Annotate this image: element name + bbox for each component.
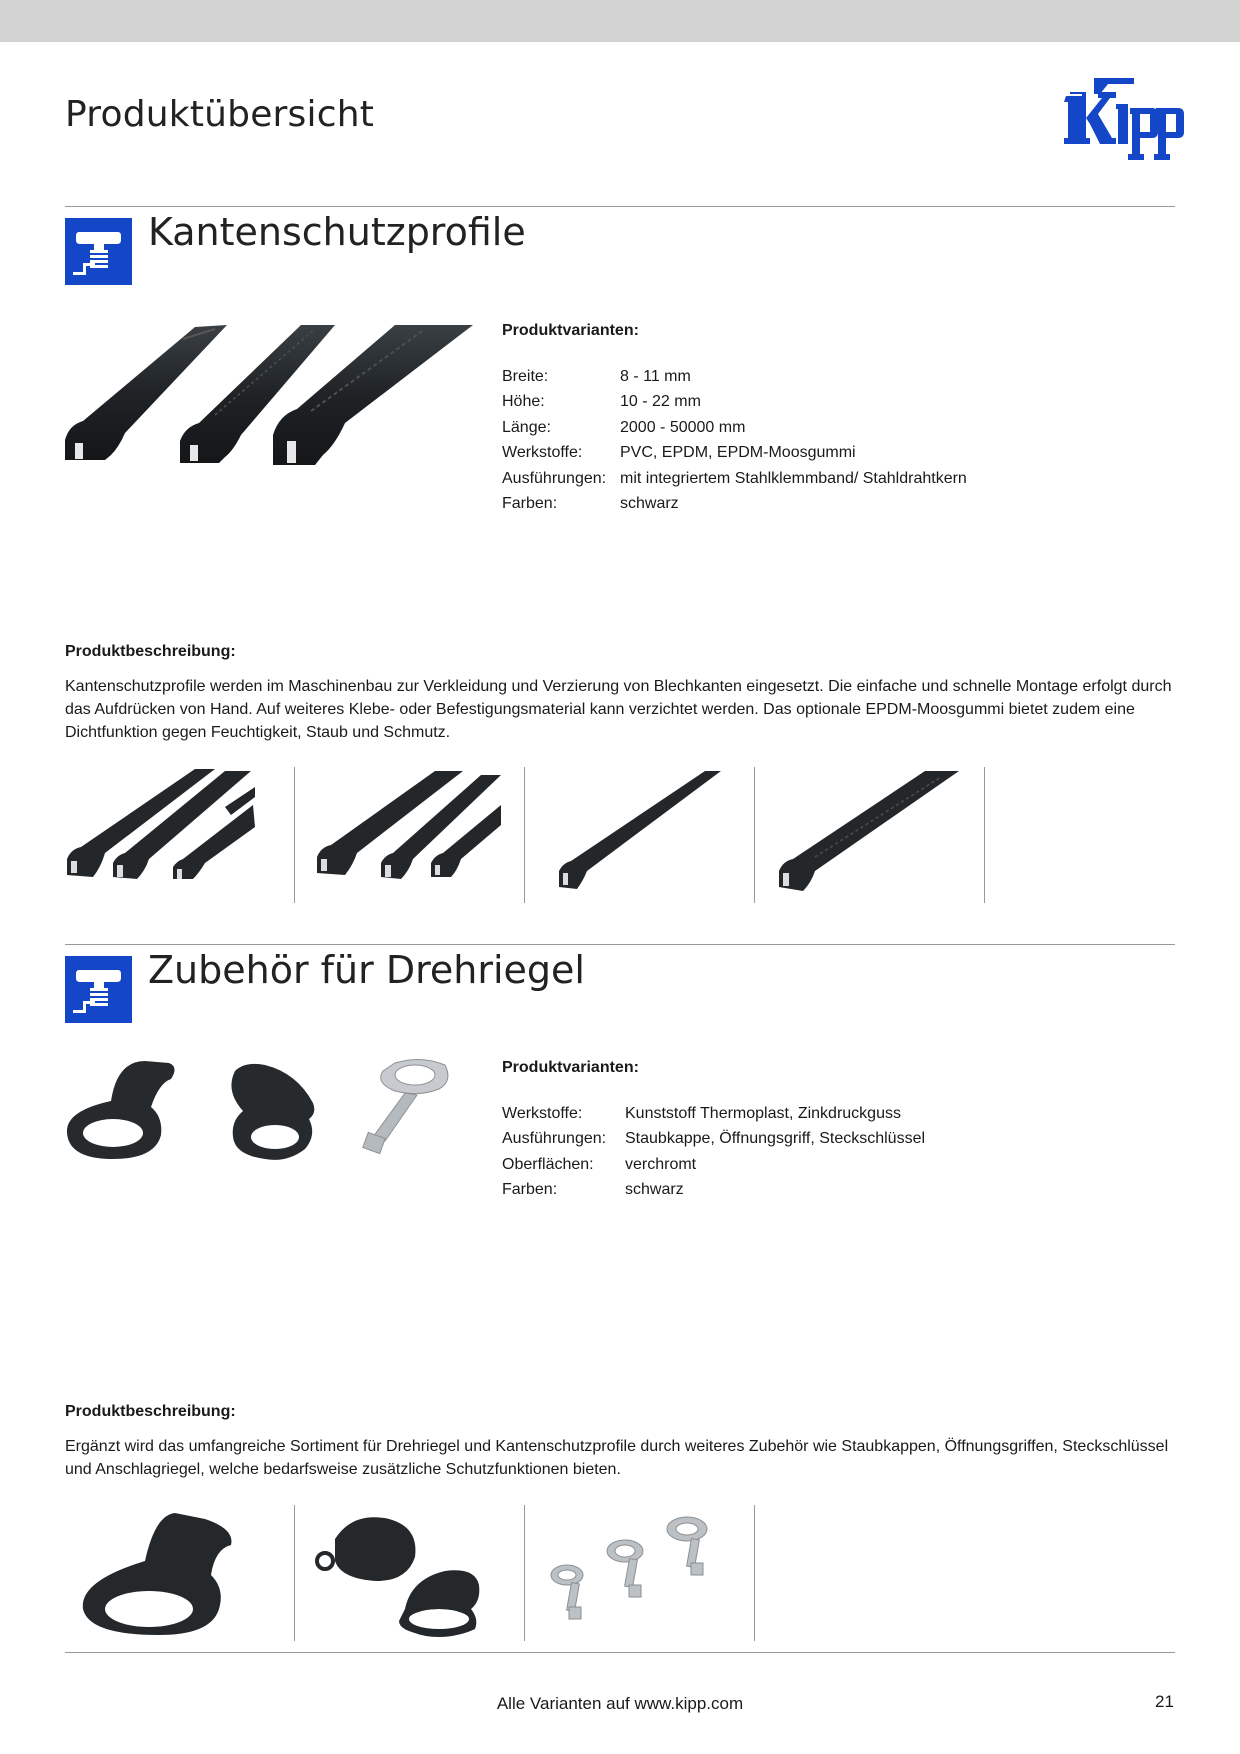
product-thumbnail[interactable] [525, 767, 755, 903]
variant-value: mit integriertem Stahlklemmband/ Stahldrahtkern [620, 469, 967, 487]
page-title: Produktübersicht [65, 94, 375, 135]
variant-row [502, 1127, 925, 1153]
kipp-logo [1060, 74, 1185, 166]
section-divider [65, 206, 1175, 207]
variant-value: Staubkappe, Öffnungsgriff, Steckschlüssel [625, 1130, 926, 1148]
variant-row [502, 390, 967, 416]
variant-key: Breite: [502, 367, 549, 385]
variant-key: Farben: [502, 1181, 558, 1199]
variant-key: Ausführungen: [502, 1130, 607, 1148]
description-text: Kantenschutzprofile werden im Maschinenbau zur Verkleidung und Verzierung von Blechkanten eingesetzt. Die einfache und schnelle Montage erfolgt durch das Aufdrücken von Hand. Auf weiteres Klebe- oder Befestigungsmaterial kann verzichtet werden. Das optionale EPDM-Moosgummi bietet zudem eine Dichtfunktion gegen Feuchtigkeit, Staub und Schmutz. [65, 678, 1172, 741]
description-heading: Produktbeschreibung: [65, 643, 236, 660]
product-thumbnail[interactable] [295, 767, 525, 903]
product-thumbnail[interactable] [295, 1505, 525, 1641]
variant-row [502, 364, 967, 390]
variant-key: Höhe: [502, 393, 545, 411]
product-thumbnail-strip [65, 767, 985, 903]
variant-key: Werkstoffe: [502, 1104, 583, 1122]
variants-heading: Produktvarianten: [502, 322, 639, 339]
variant-row [502, 492, 967, 518]
product-thumbnail[interactable] [65, 1505, 295, 1641]
variant-row [502, 441, 967, 467]
variant-row [502, 466, 967, 492]
variants-heading: Produktvarianten: [502, 1059, 639, 1076]
edge-protection-profiles-image [65, 315, 485, 475]
variant-value: Kunststoff Thermoplast, Zinkdruckguss [625, 1104, 901, 1122]
variant-value: schwarz [625, 1181, 684, 1199]
variant-value: PVC, EPDM, EPDM-Moosgummi [620, 444, 856, 462]
variant-key: Ausführungen: [502, 469, 607, 487]
section-title: Zubehör für Drehriegel [148, 948, 585, 992]
dust-cap-grip [67, 1061, 175, 1159]
footer-divider [65, 1652, 1175, 1653]
product-thumbnail[interactable] [65, 767, 295, 903]
description-heading: Produktbeschreibung: [65, 1403, 236, 1420]
variant-key: Oberflächen: [502, 1155, 594, 1173]
page-number: 21 [1155, 1692, 1174, 1711]
latch-icon [65, 218, 132, 285]
latch-icon [65, 956, 132, 1023]
variant-key: Länge: [502, 418, 551, 436]
variant-value: verchromt [625, 1155, 697, 1173]
footer-link-text[interactable]: Alle Varianten auf www.kipp.com [496, 1694, 744, 1713]
variant-value: 10 - 22 mm [620, 393, 701, 411]
section-title: Kantenschutzprofile [148, 210, 526, 254]
section-divider [65, 944, 1175, 945]
variant-value: 8 - 11 mm [620, 367, 691, 385]
description-text: Ergänzt wird das umfangreiche Sortiment für Drehriegel und Kantenschutzprofile durch weiteres Zubehör wie Staubkappen, Öffnungsgriffen, Steckschlüssel und Anschlagriegel, welche bedarfsweise zusätzliche Schutzfunktionen bieten. [65, 1438, 1169, 1478]
variant-value: 2000 - 50000 mm [620, 418, 746, 436]
variant-key: Werkstoffe: [502, 444, 583, 462]
product-thumbnail[interactable] [525, 1505, 755, 1641]
product-thumbnail[interactable] [755, 767, 985, 903]
variant-value: schwarz [620, 495, 679, 513]
variant-row [502, 1101, 925, 1127]
variant-key: Farben: [502, 495, 558, 513]
variant-row [502, 415, 967, 441]
variant-row [502, 1152, 925, 1178]
product-variants [502, 322, 967, 517]
product-variants [502, 1059, 925, 1203]
variant-row [502, 1178, 925, 1204]
top-bar [0, 0, 1240, 42]
turn-lock-accessories-image [65, 1055, 465, 1165]
product-thumbnail-strip [65, 1505, 755, 1641]
